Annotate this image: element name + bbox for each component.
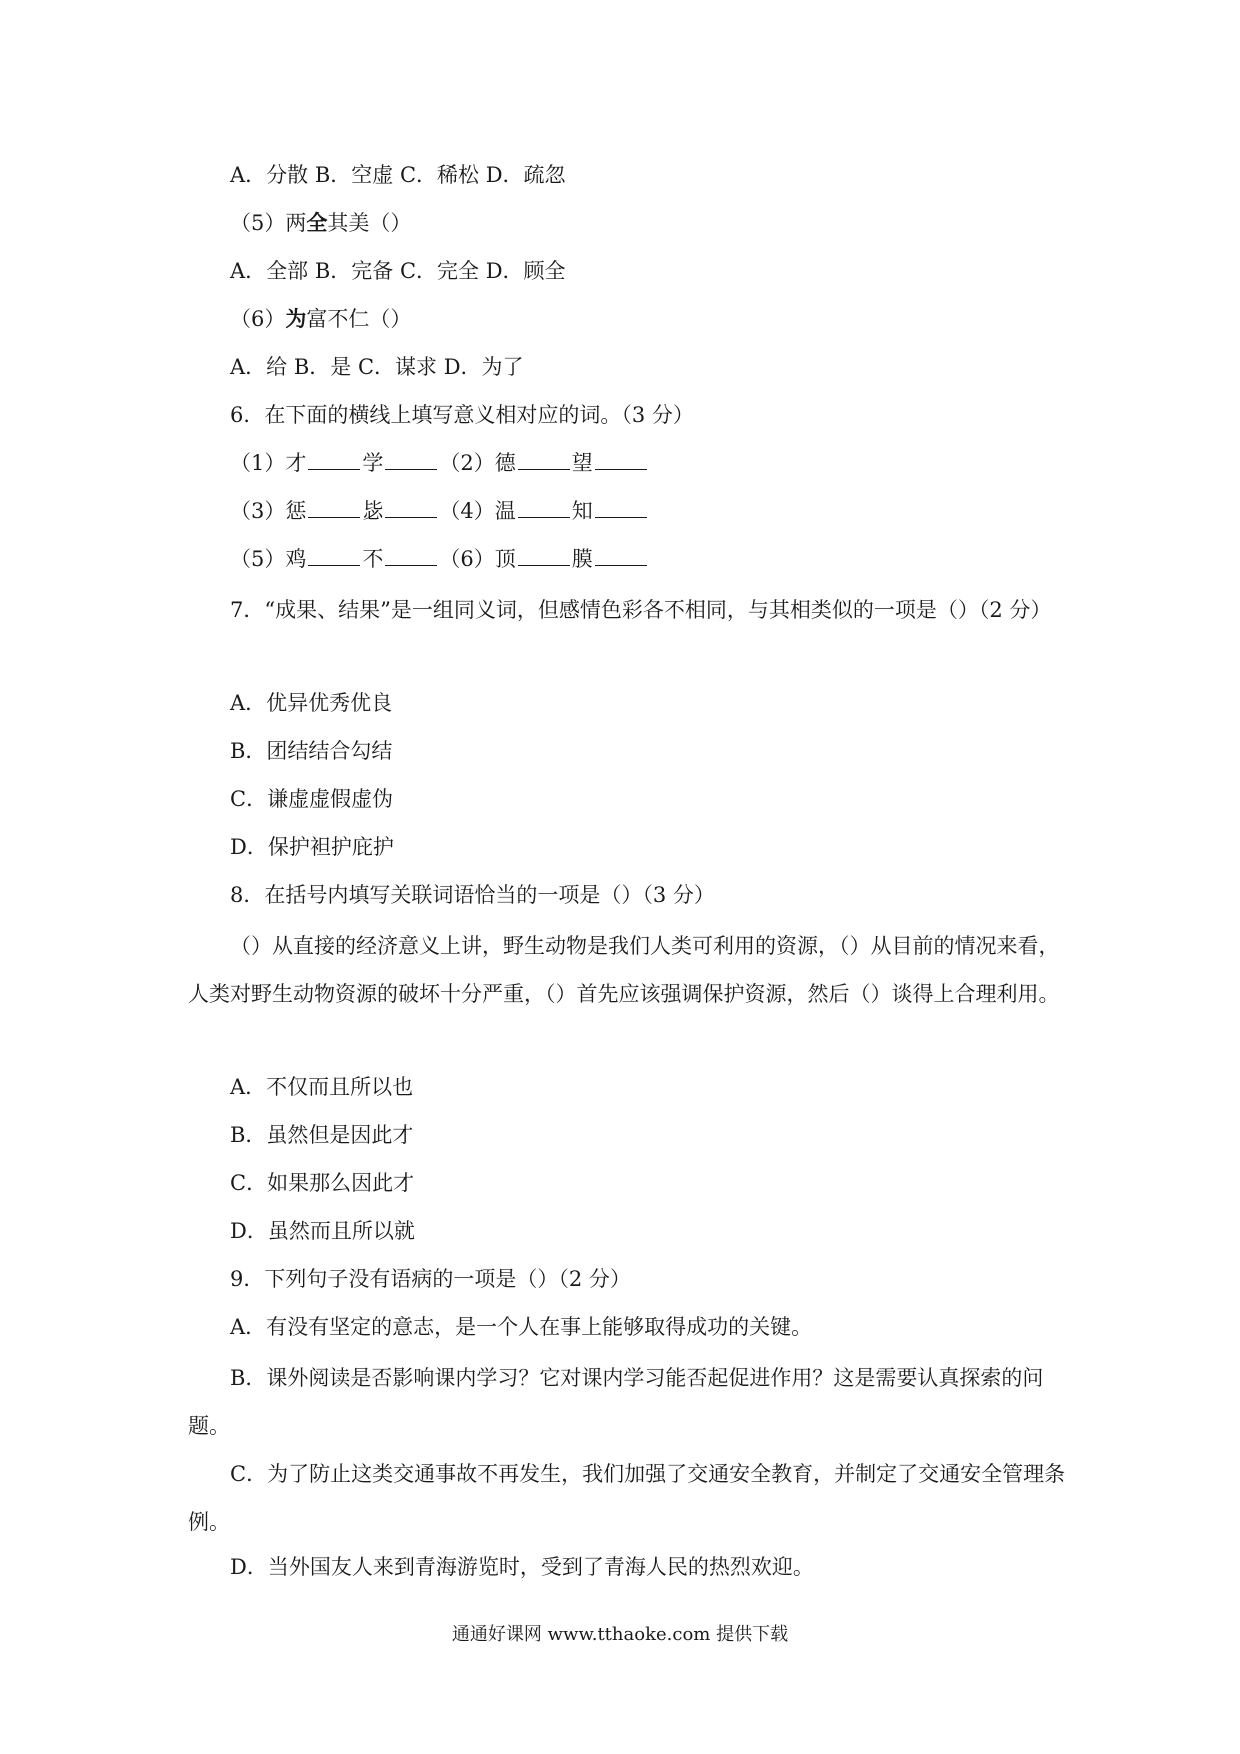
fill-blank[interactable] [385,451,437,470]
q8-option-d: D．虽然而且所以就 [230,1219,415,1243]
q5-item5-key-char: 全 [306,210,328,235]
q9-option-a: A．有没有坚定的意志，是一个人在事上能够取得成功的关键。 [230,1315,813,1339]
q7-option-a: A．优异优秀优良 [230,691,393,715]
q6-row-3 [230,545,649,573]
fill-blank[interactable] [308,547,360,566]
q6-row2-d: 知 [571,499,593,523]
q5-item5-options: A．全部 B．完备 C．完全 D．顾全 [230,259,566,283]
fill-blank[interactable] [518,451,570,470]
q5-item4-options: A．分散 B．空虚 C．稀松 D．疏忽 [230,163,566,187]
q7-option-c: C．谦虚虚假虚伪 [230,787,394,811]
fill-blank[interactable] [595,499,647,518]
q7-option-d: D．保护袒护庇护 [230,835,394,859]
q9-option-c: C．为了防止这类交通事故不再发生，我们加强了交通安全教育，并制定了交通安全管理条例。 [188,1462,1066,1534]
q6-row1-c: （2）德 [439,451,516,475]
q8-option-a: A．不仅而且所以也 [230,1075,414,1099]
fill-blank[interactable] [308,451,360,470]
q6-row2-a: （3）惩 [230,499,307,523]
fill-blank[interactable] [308,499,360,518]
q6-row3-b: 不 [362,547,384,571]
fill-blank[interactable] [595,451,647,470]
q7-option-b: B．团结结合勾结 [230,739,393,763]
q9-option-d: D．当外国友人来到青海游览时，受到了青海人民的热烈欢迎。 [230,1555,814,1579]
q8-option-b: B．虽然但是因此才 [230,1123,414,1147]
q6-row1-d: 望 [571,451,593,475]
fill-blank[interactable] [595,547,647,566]
q6-row2-c: （4）温 [439,499,516,523]
q5-item6-prefix: （6） [230,307,286,331]
q5-item5-suffix: 其美（） [327,211,412,235]
q8-passage: （）从直接的经济意义上讲，野生动物是我们人类可利用的资源，（）从目前的情况来看，人类对野生动物资源的破坏十分严重，（）首先应该强调保护资源，然后（）谈得上合理利用。 [188,934,1060,1006]
q6-row3-a: （5）鸡 [230,547,307,571]
fill-blank[interactable] [518,547,570,566]
q5-item6-options: A．给 B．是 C．谋求 D．为了 [230,355,524,379]
q6-row1-a: （1）才 [230,451,307,475]
fill-blank[interactable] [385,499,437,518]
q5-item5 [230,209,411,237]
q8-option-c: C．如果那么因此才 [230,1171,415,1195]
q5-item6-suffix: 富不仁（） [306,307,412,331]
q6-stem: 6．在下面的横线上填写意义相对应的词。（3 分） [230,403,694,427]
q5-item6 [230,305,411,333]
q9-stem: 9．下列句子没有语病的一项是（）（2 分） [230,1267,631,1291]
q5-item5-prefix: （5）两 [230,211,307,235]
q6-row3-d: 膜 [571,547,593,571]
q6-row3-c: （6）顶 [439,547,516,571]
page-footer: 通通好课网 www.tthaoke.com 提供下载 [451,1624,789,1645]
q8-stem: 8．在括号内填写关联词语恰当的一项是（）（3 分） [230,883,715,907]
fill-blank[interactable] [385,547,437,566]
q9-option-b: B．课外阅读是否影响课内学习？它对课内学习能否起促进作用？这是需要认真探索的问题。 [188,1366,1044,1438]
q6-row-2 [230,497,649,525]
q6-row1-b: 学 [362,451,384,475]
q5-item6-key-char: 为 [285,306,307,331]
q7-stem: 7．“成果、结果”是一组同义词，但感情色彩各不相同，与其相类似的一项是（）（2 分） [230,598,1052,622]
q6-row-1 [230,449,649,477]
fill-blank[interactable] [518,499,570,518]
q6-row2-b: 毖 [362,499,384,523]
